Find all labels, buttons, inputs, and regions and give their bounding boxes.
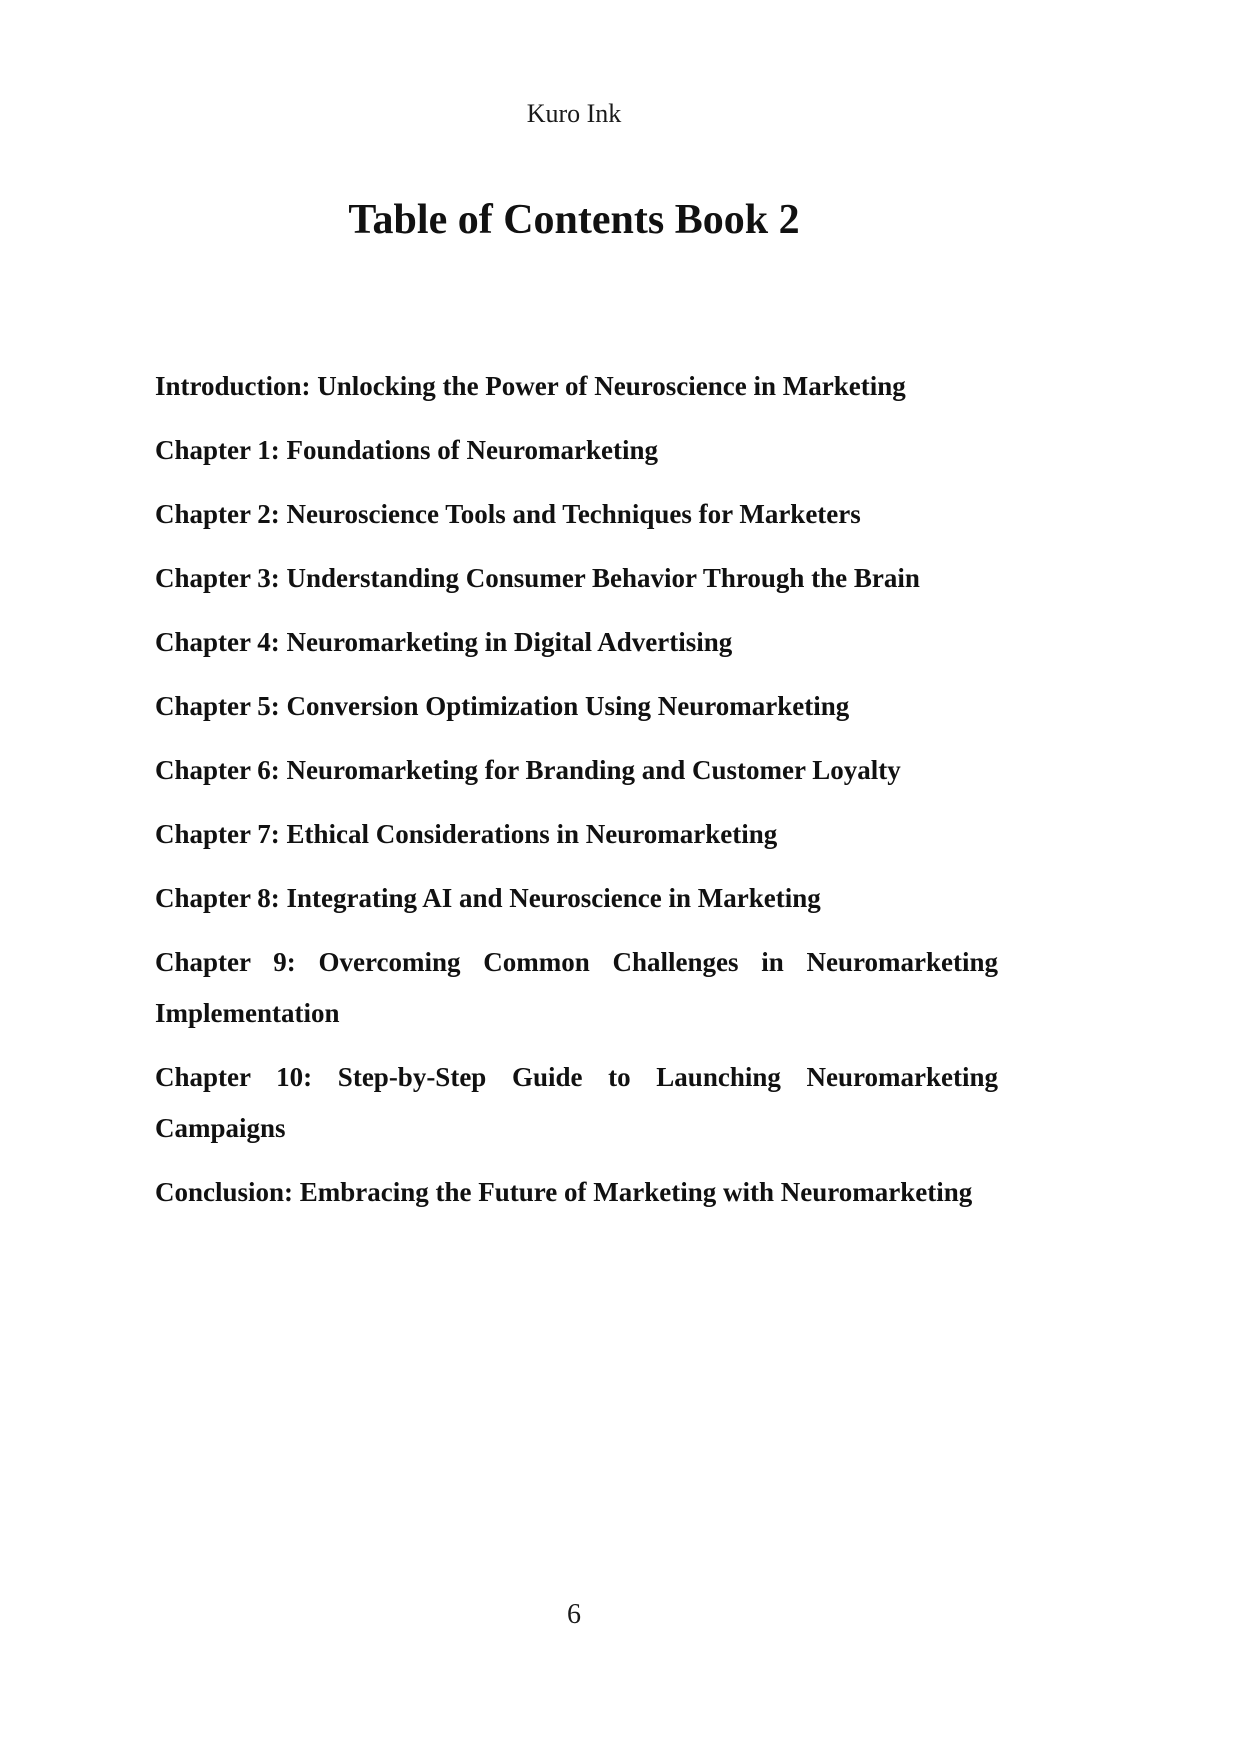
toc-entry-chapter-6: Chapter 6: Neuromarketing for Branding and Customer Loyalty <box>155 755 901 785</box>
table-of-contents <box>155 361 998 1231</box>
toc-entry-chapter-5: Chapter 5: Conversion Optimization Using Neuromarketing <box>155 691 850 721</box>
toc-entry-chapter-4: Chapter 4: Neuromarketing in Digital Advertising <box>155 627 733 657</box>
toc-entry-chapter-2: Chapter 2: Neuroscience Tools and Techniques for Marketers <box>155 499 861 529</box>
toc-entry-chapter-1: Chapter 1: Foundations of Neuromarketing <box>155 435 659 465</box>
running-head: Kuro Ink <box>526 99 622 128</box>
toc-entry-chapter-8: Chapter 8: Integrating AI and Neuroscience in Marketing <box>155 883 821 913</box>
page-title: Table of Contents Book 2 <box>348 197 800 243</box>
page-number: 6 <box>567 1599 581 1630</box>
toc-entry-introduction: Introduction: Unlocking the Power of Neuroscience in Marketing <box>155 371 906 401</box>
toc-entry-chapter-3: Chapter 3: Understanding Consumer Behavior Through the Brain <box>155 563 920 593</box>
toc-entry-chapter-9: Chapter 9: Overcoming Common Challenges in Neuromarketing Implementation <box>155 947 998 1028</box>
toc-entry-chapter-10: Chapter 10: Step-by-Step Guide to Launching Neuromarketing Campaigns <box>155 1062 998 1143</box>
toc-entry-chapter-7: Chapter 7: Ethical Considerations in Neuromarketing <box>155 819 778 849</box>
toc-entry-conclusion: Conclusion: Embracing the Future of Marketing with Neuromarketing <box>155 1177 973 1207</box>
